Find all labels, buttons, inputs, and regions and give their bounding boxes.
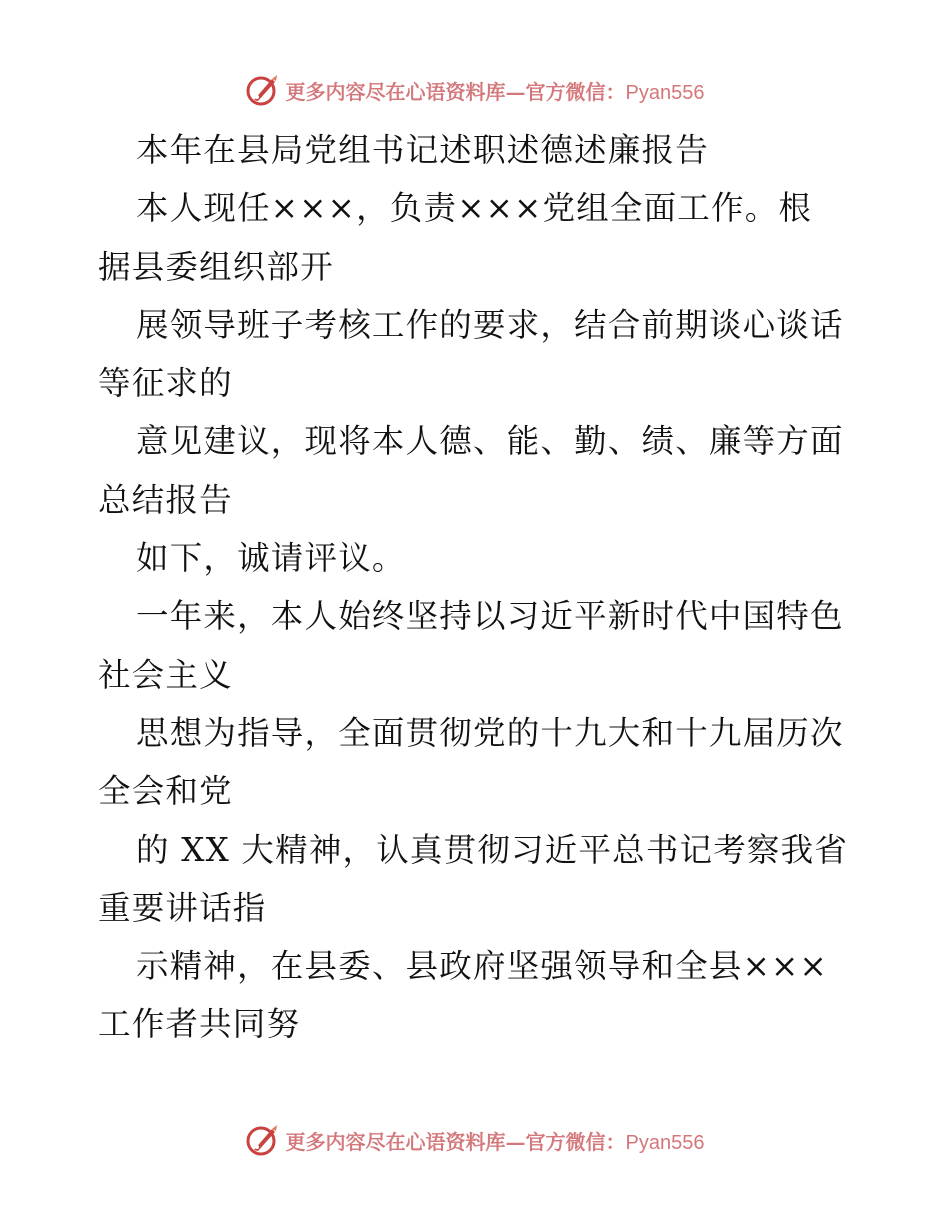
wechat-handle: Pyan556 bbox=[625, 81, 705, 104]
footer-watermark-banner bbox=[0, 1120, 950, 1160]
paragraph-line: 社会主义 bbox=[98, 655, 233, 694]
paragraph-line: 据县委组织部开 bbox=[98, 247, 334, 286]
paragraph-line: 总结报告 bbox=[98, 480, 233, 519]
watermark-text: 更多内容尽在心语资料库—官方微信：Pyan556 bbox=[285, 1129, 705, 1154]
paragraph-line: 意见建议，现将本人德、能、勤、绩、廉等方面 bbox=[136, 422, 844, 461]
document-body bbox=[98, 121, 858, 1054]
watermark-text: 更多内容尽在心语资料库—官方微信：Pyan556 bbox=[285, 79, 705, 104]
document-title: 本年在县局党组书记述职述德述廉报告 bbox=[136, 131, 709, 169]
paragraph-line: 重要讲话指 bbox=[98, 888, 267, 927]
paragraph-line: 示精神，在县委、县政府坚强领导和全县××× bbox=[136, 947, 828, 986]
paragraph-line: 展领导班子考核工作的要求，结合前期谈心谈话 bbox=[136, 305, 844, 344]
header-watermark-banner bbox=[0, 70, 950, 110]
paragraph-line: 一年来，本人始终坚持以习近平新时代中国特色 bbox=[136, 597, 844, 636]
paragraph-line: 思想为指导，全面贯彻党的十九大和十九届历次 bbox=[136, 713, 844, 752]
quill-pen-logo-icon bbox=[246, 73, 280, 107]
quill-pen-logo-icon bbox=[246, 1123, 280, 1157]
paragraph-line: 全会和党 bbox=[98, 772, 233, 811]
paragraph-line: 如下，诚请评议。 bbox=[136, 539, 406, 578]
wechat-handle: Pyan556 bbox=[625, 1131, 705, 1154]
paragraph-line: 的 XX 大精神，认真贯彻习近平总书记考察我省 bbox=[136, 830, 849, 869]
paragraph-line: 工作者共同努 bbox=[98, 1005, 301, 1044]
paragraph-line: 等征求的 bbox=[98, 364, 233, 403]
paragraph-line: 本人现任×××，负责×××党组全面工作。根 bbox=[136, 189, 813, 228]
